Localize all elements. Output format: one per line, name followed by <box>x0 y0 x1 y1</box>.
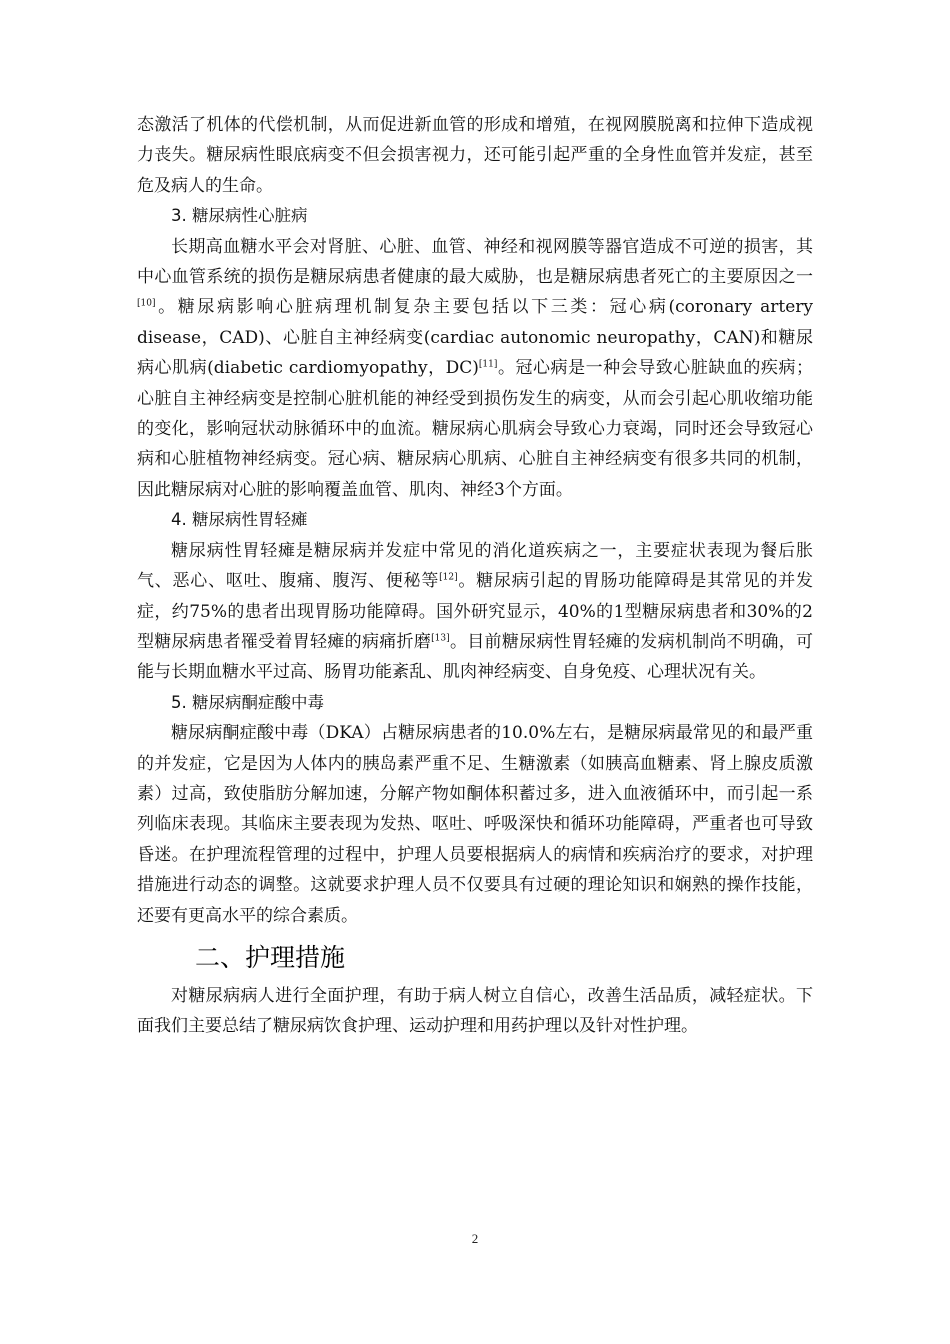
text-span: 。糖尿病引起的胃肠功能障碍是其常见的并发症，约75%的患者出现胃肠功能障碍。国外研究显示，40%的1型糖尿病患者和30%的2型糖尿病患者罹受着胃轻瘫的病痛折磨 <box>137 571 814 652</box>
paragraph-gastroparesis <box>137 536 813 688</box>
citation-ref-11: [11] <box>478 359 498 370</box>
body-text <box>137 110 813 1042</box>
paragraph-ketoacidosis: 糖尿病酮症酸中毒（DKA）占糖尿病患者的10.0%左右，是糖尿病最常见的和最严重的并发症，它是因为人体内的胰岛素严重不足、生糖激素（如胰高血糖素、肾上腺皮质激素）过高，致使脂肪分解加速，分解产物如酮体积蓄过多，进入血液循环中，而引起一系列临床表现。其临床主要表现为发热、呕吐、呼吸深快和循环功能障碍，严重者也可导致昏迷。在护理流程管理的过程中，护理人员要根据病人的病情和疾病治疗的要求，对护理措施进行动态的调整。这就要求护理人员不仅要具有过硬的理论知识和娴熟的操作技能，还要有更高水平的综合素质。 <box>137 723 813 926</box>
text-span: 糖尿病性胃轻瘫是糖尿病并发症中常见的消化道疾病之一，主要症状表现为餐后胀气、恶心、呕吐、腹痛、腹泻、便秘等 <box>137 540 813 592</box>
page-number: 2 <box>471 1231 479 1246</box>
citation-ref-10: [10] <box>137 298 156 309</box>
text-span: 。糖尿病影响心脏病理机制复杂主要包括以下三类：冠心病(coronary artery disease，CAD)、心脏自主神经病变(cardiac autonomic neuropathy，CAN)和糖尿病心肌病(diabetic cardiomyopathy，DC) <box>137 297 813 379</box>
citation-ref-12: [12] <box>439 572 458 583</box>
text-span: 长期高血糖水平会对肾脏、心脏、血管、神经和视网膜等器官造成不可逆的损害，其中心血管系统的损伤是糖尿病患者健康的最大威胁，也是糖尿病患者死亡的主要原因之一 <box>137 236 813 288</box>
section-heading-nursing-measures: 二、护理措施 <box>195 942 346 972</box>
subheading-gastroparesis: 4. 糖尿病性胃轻瘫 <box>171 510 308 530</box>
subheading-ketoacidosis: 5. 糖尿病酮症酸中毒 <box>171 692 324 712</box>
citation-ref-13: [13] <box>431 633 450 644</box>
paragraph-nursing-intro: 对糖尿病病人进行全面护理，有助于病人树立自信心，改善生活品质，减轻症状。下面我们主要总结了糖尿病饮食护理、运动护理和用药护理以及针对性护理。 <box>137 985 813 1037</box>
text-span: 。冠心病是一种会导致心脏缺血的疾病；心脏自主神经病变是控制心脏机能的神经受到损伤发生的病变，从而会引起心肌收缩功能的变化，影响冠状动脉循环中的血流。糖尿病心肌病会导致心力衰竭，同时还会导致冠心病和心脏植物神经病变。冠心病、糖尿病心肌病、心脏自主神经病变有很多共同的机制，因此糖尿病对心脏的影响覆盖血管、肌肉、神经3个方面。 <box>137 358 813 500</box>
subheading-diabetic-heart-disease: 3. 糖尿病性心脏病 <box>171 206 308 226</box>
paragraph-retinopathy-end: 态激活了机体的代偿机制，从而促进新血管的形成和增殖，在视网膜脱离和拉伸下造成视力丧失。糖尿病性眼底病变不但会损害视力，还可能引起严重的全身性血管并发症，甚至危及病人的生命。 <box>137 115 813 196</box>
paragraph-heart-disease <box>137 232 813 506</box>
text-span: 。目前糖尿病性胃轻瘫的发病机制尚不明确，可能与长期血糖水平过高、肠胃功能紊乱、肌肉神经病变、自身免疫、心理状况有关。 <box>137 631 814 683</box>
